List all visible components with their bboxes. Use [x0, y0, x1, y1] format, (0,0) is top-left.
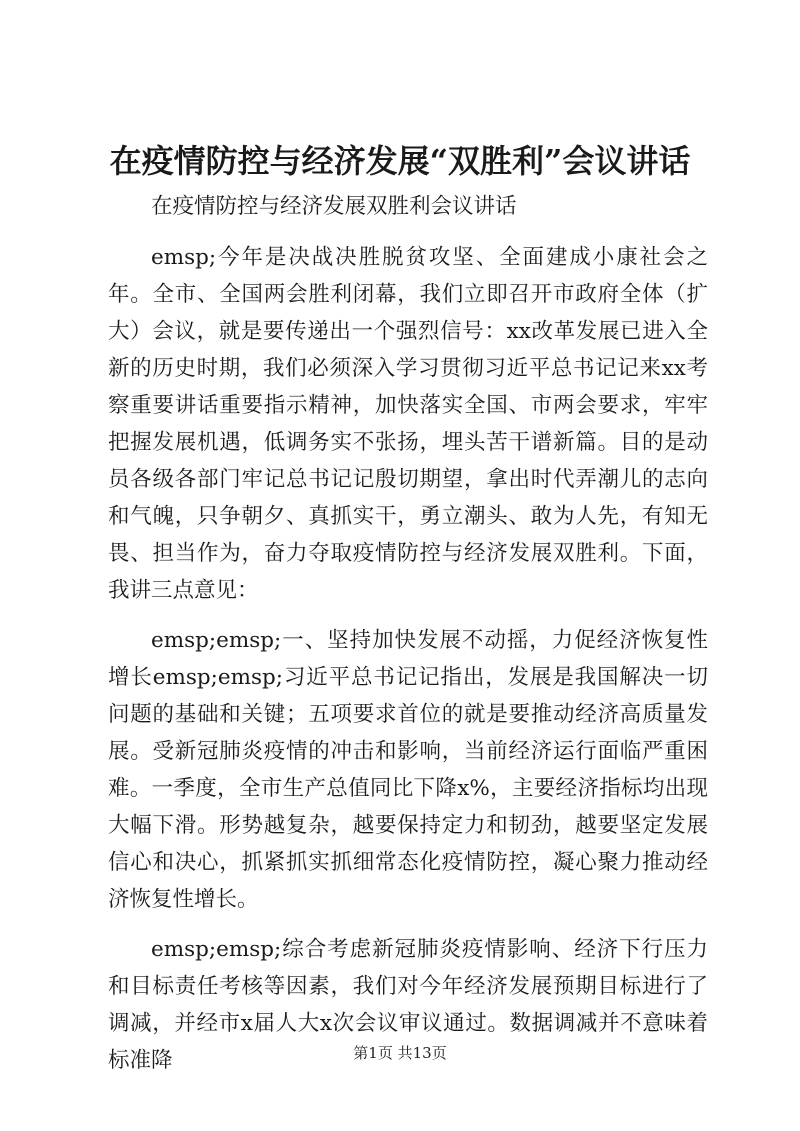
document-title: 在疫情防控与经济发展“双胜利”会议讲话 — [109, 142, 691, 180]
document-subtitle: 在疫情防控与经济发展双胜利会议讲话 — [151, 194, 517, 219]
page-footer: 第1页 共13页 — [353, 1044, 447, 1062]
document-body — [108, 188, 708, 1092]
body-paragraph: emsp;emsp;一、坚持加快发展不动摇，力促经济恢复性增长emsp;emsp;习近平总书记记指出，发展是我国解决一切问题的基础和关键；五项要求首位的就是要推动经济高质量发展。受新冠肺炎疫情的冲击和影响，当前经济运行面临严重困难。一季度，全市生产总值同比下降x%，主要经济指标均出现大幅下滑。形势越复杂，越要保持定力和韧劲，越要坚定发展信心和决心，抓紧抓实抓细常态化疫情防控，凝心聚力推动经济恢复性增长。 — [108, 628, 708, 912]
body-paragraph: emsp;emsp;综合考虑新冠肺炎疫情影响、经济下行压力和目标责任考核等因素，我们对今年经济发展预期目标进行了调减，并经市x届人大x次会议审议通过。数据调减并不意味着标准降 — [108, 937, 708, 1073]
body-paragraph: emsp;今年是决战决胜脱贫攻坚、全面建成小康社会之年。全市、全国两会胜利闭幕，我们立即召开市政府全体（扩大）会议，就是要传递出一个强烈信号：xx改革发展已进入全新的历史时期，我们必须深入学习贯彻习近平总书记记来xx考察重要讲话重要指示精神，加快落实全国、市两会要求，牢牢把握发展机遇，低调务实不张扬，埋头苦干谱新篇。目的是动员各级各部门牢记总书记记殷切期望，拿出时代弄潮儿的志向和气魄，只争朝夕、真抓实干，勇立潮头、敢为人先，有知无畏、担当作为，奋力夺取疫情防控与经济发展双胜利。下面，我讲三点意见： — [108, 245, 708, 603]
